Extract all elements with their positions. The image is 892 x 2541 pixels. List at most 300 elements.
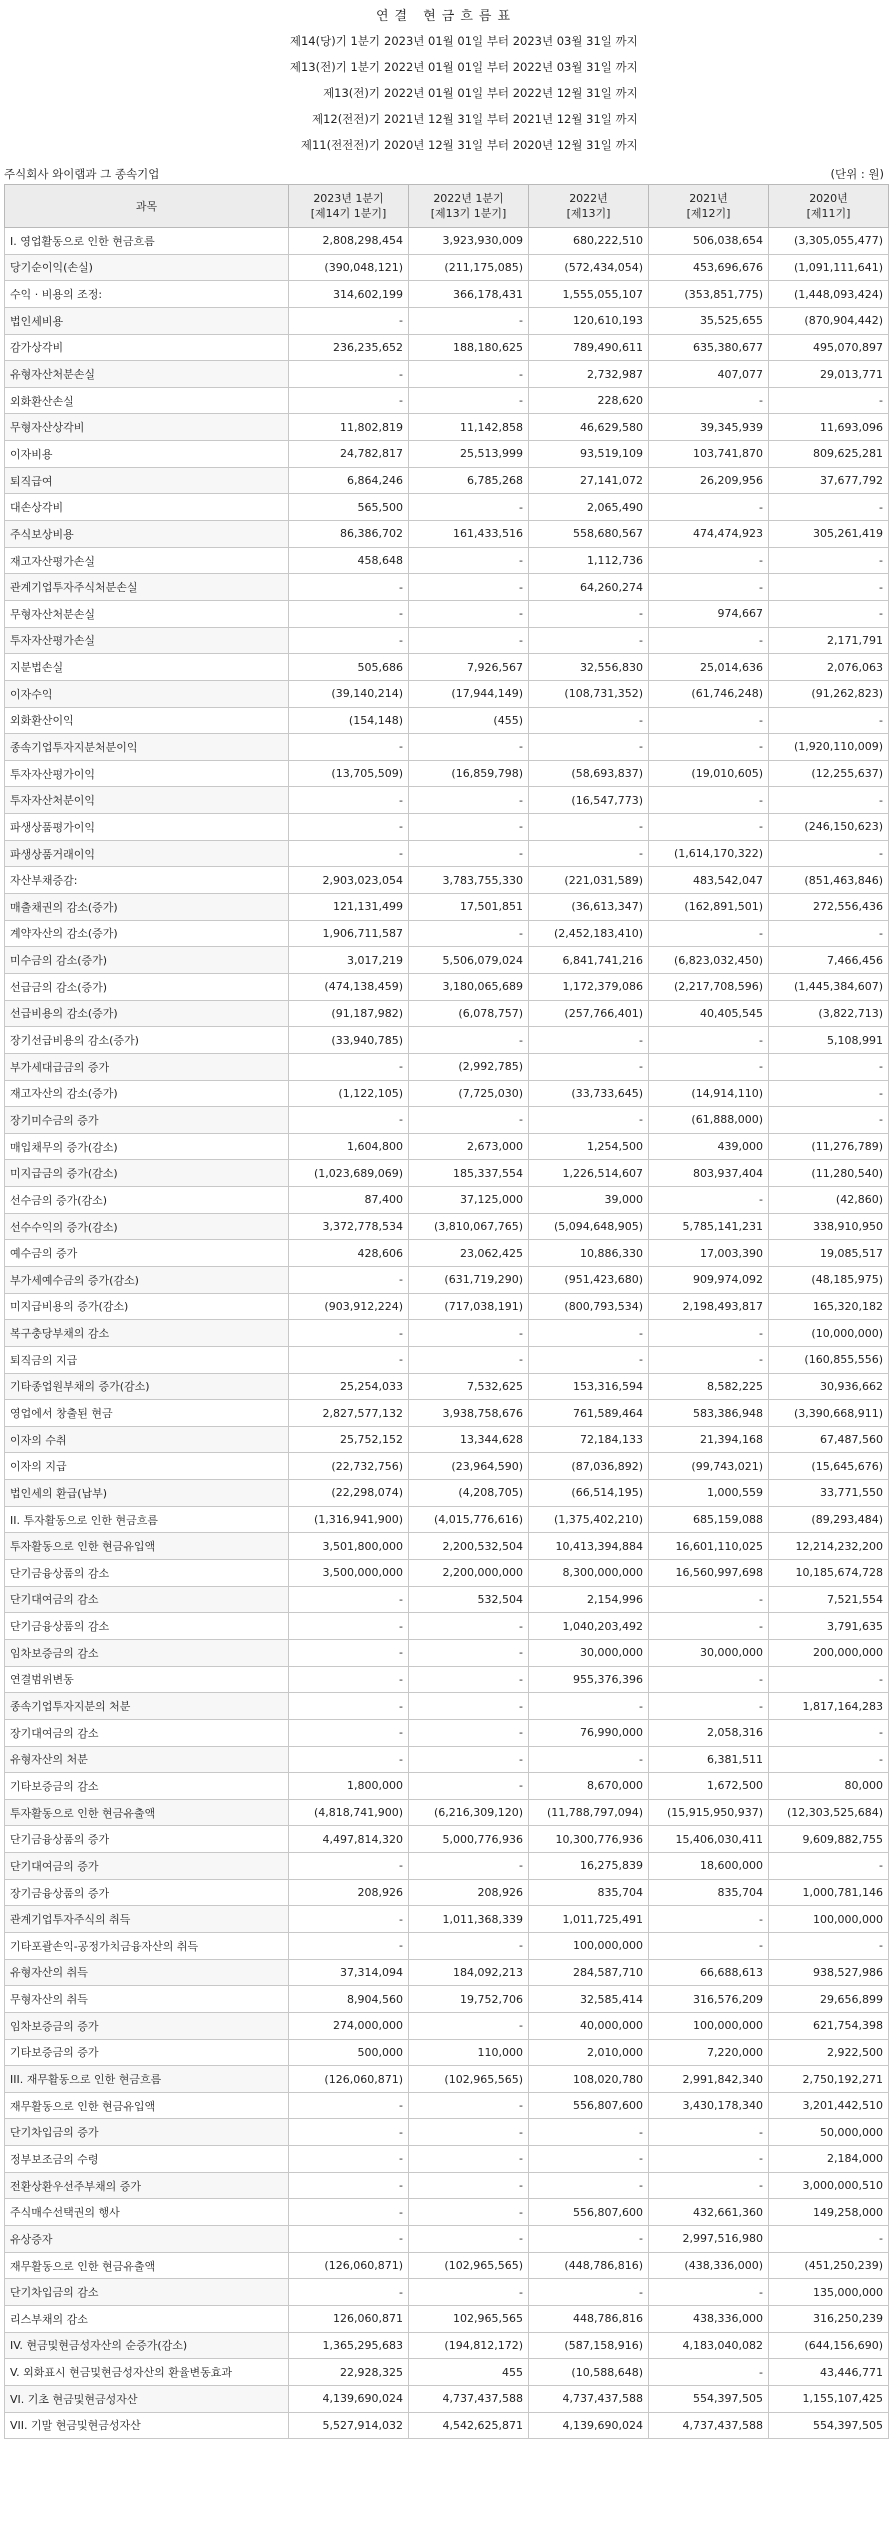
amount-cell: 7,220,000	[649, 2039, 769, 2066]
amount-cell: 5,527,914,032	[289, 2412, 409, 2439]
amount-cell: 554,397,505	[769, 2412, 889, 2439]
amount-cell: -	[409, 840, 529, 867]
amount-cell: (61,888,000)	[649, 1107, 769, 1134]
amount-cell: 18,600,000	[649, 1853, 769, 1880]
table-row	[5, 1266, 889, 1293]
amount-cell: -	[409, 814, 529, 841]
amount-cell: -	[529, 627, 649, 654]
amount-cell: (587,158,916)	[529, 2332, 649, 2359]
account-cell: 장기금융상품의 증가	[5, 1879, 289, 1906]
amount-cell: 3,372,778,534	[289, 1213, 409, 1240]
account-cell: 이자의 수취	[5, 1426, 289, 1453]
account-cell: II. 투자활동으로 인한 현금흐름	[5, 1506, 289, 1533]
table-row	[5, 1346, 889, 1373]
amount-cell: (1,445,384,607)	[769, 973, 889, 1000]
amount-cell: (33,733,645)	[529, 1080, 649, 1107]
account-cell: 외화환산이익	[5, 707, 289, 734]
amount-cell: 3,430,178,340	[649, 2092, 769, 2119]
table-row	[5, 1666, 889, 1693]
amount-cell: -	[409, 1346, 529, 1373]
table-row	[5, 1160, 889, 1187]
table-row	[5, 1080, 889, 1107]
account-cell: 재무활동으로 인한 현금유출액	[5, 2252, 289, 2279]
amount-cell: (6,216,309,120)	[409, 1799, 529, 1826]
table-row	[5, 1719, 889, 1746]
amount-cell: -	[289, 1613, 409, 1640]
amount-cell: -	[649, 814, 769, 841]
amount-cell: 4,737,437,588	[529, 2385, 649, 2412]
amount-cell: 8,670,000	[529, 1773, 649, 1800]
table-row	[5, 1826, 889, 1853]
amount-cell: (126,060,871)	[289, 2066, 409, 2093]
amount-cell: 407,077	[649, 361, 769, 388]
amount-cell: 30,936,662	[769, 1373, 889, 1400]
account-cell: 파생상품거래이익	[5, 840, 289, 867]
amount-cell: 2,171,791	[769, 627, 889, 654]
amount-cell: (451,250,239)	[769, 2252, 889, 2279]
account-cell: 장기대여금의 감소	[5, 1719, 289, 1746]
amount-cell: (91,262,823)	[769, 680, 889, 707]
period-label: 제13(전)기 1분기	[289, 60, 380, 74]
amount-cell: (951,423,680)	[529, 1266, 649, 1293]
account-cell: 투자자산처분이익	[5, 787, 289, 814]
amount-cell: 2,154,996	[529, 1586, 649, 1613]
amount-cell: 25,254,033	[289, 1373, 409, 1400]
amount-cell: -	[289, 787, 409, 814]
amount-cell: (4,208,705)	[409, 1480, 529, 1507]
amount-cell: 2,200,532,504	[409, 1533, 529, 1560]
amount-cell: -	[649, 787, 769, 814]
amount-cell: (2,992,785)	[409, 1053, 529, 1080]
amount-cell: 8,904,560	[289, 1986, 409, 2013]
amount-cell: 495,070,897	[769, 334, 889, 361]
amount-cell: 4,497,814,320	[289, 1826, 409, 1853]
account-cell: 수익 · 비용의 조정:	[5, 281, 289, 308]
amount-cell: 185,337,554	[409, 1160, 529, 1187]
table-row	[5, 707, 889, 734]
table-row	[5, 840, 889, 867]
amount-cell: 2,750,192,271	[769, 2066, 889, 2093]
amount-cell: -	[289, 387, 409, 414]
amount-cell: -	[649, 2359, 769, 2386]
amount-cell: 236,235,652	[289, 334, 409, 361]
amount-cell: 200,000,000	[769, 1639, 889, 1666]
amount-cell: (36,613,347)	[529, 894, 649, 921]
account-cell: 유상증자	[5, 2226, 289, 2253]
amount-cell: 21,394,168	[649, 1426, 769, 1453]
amount-cell: (800,793,534)	[529, 1293, 649, 1320]
amount-cell: 1,800,000	[289, 1773, 409, 1800]
period-line	[240, 28, 892, 54]
header-term: [제11기]	[806, 207, 851, 220]
amount-cell: 1,000,559	[649, 1480, 769, 1507]
table-row	[5, 2066, 889, 2093]
amount-cell: 16,601,110,025	[649, 1533, 769, 1560]
amount-cell: 2,922,500	[769, 2039, 889, 2066]
header-term: [제12기]	[686, 207, 731, 220]
account-cell: 대손상각비	[5, 494, 289, 521]
amount-cell: -	[409, 1027, 529, 1054]
account-cell: 재무활동으로 인한 현금유입액	[5, 2092, 289, 2119]
amount-cell: 2,732,987	[529, 361, 649, 388]
table-row	[5, 1320, 889, 1347]
amount-cell: 432,661,360	[649, 2199, 769, 2226]
amount-cell: (17,944,149)	[409, 680, 529, 707]
amount-cell: 284,587,710	[529, 1959, 649, 1986]
amount-cell: -	[409, 1639, 529, 1666]
amount-cell: 27,141,072	[529, 467, 649, 494]
amount-cell: 8,582,225	[649, 1373, 769, 1400]
amount-cell: -	[769, 1853, 889, 1880]
amount-cell: -	[769, 1053, 889, 1080]
amount-cell: 789,490,611	[529, 334, 649, 361]
amount-cell: -	[289, 2092, 409, 2119]
amount-cell: -	[769, 1933, 889, 1960]
amount-cell: -	[409, 920, 529, 947]
amount-cell: 483,542,047	[649, 867, 769, 894]
account-cell: VI. 기초 현금및현금성자산	[5, 2385, 289, 2412]
account-cell: 선급금의 감소(증가)	[5, 973, 289, 1000]
amount-cell: (1,614,170,322)	[649, 840, 769, 867]
table-row	[5, 1986, 889, 2013]
table-row	[5, 1639, 889, 1666]
account-cell: 투자활동으로 인한 현금유출액	[5, 1799, 289, 1826]
amount-cell: 35,525,655	[649, 307, 769, 334]
amount-cell: 5,000,776,936	[409, 1826, 529, 1853]
amount-cell: (1,023,689,069)	[289, 1160, 409, 1187]
amount-cell: 228,620	[529, 387, 649, 414]
account-cell: 임차보증금의 증가	[5, 2012, 289, 2039]
amount-cell: 149,258,000	[769, 2199, 889, 2226]
amount-cell: (246,150,623)	[769, 814, 889, 841]
amount-cell: (154,148)	[289, 707, 409, 734]
amount-cell: 24,782,817	[289, 441, 409, 468]
statement-meta	[0, 164, 892, 184]
amount-cell: 1,000,781,146	[769, 1879, 889, 1906]
amount-cell: -	[649, 547, 769, 574]
table-row	[5, 1799, 889, 1826]
amount-cell: 161,433,516	[409, 521, 529, 548]
header-year: 2021년	[689, 192, 728, 205]
amount-cell: (11,788,797,094)	[529, 1799, 649, 1826]
table-row	[5, 2172, 889, 2199]
amount-cell: 39,000	[529, 1187, 649, 1214]
table-row	[5, 2252, 889, 2279]
amount-cell: 3,500,000,000	[289, 1560, 409, 1587]
amount-cell: 505,686	[289, 654, 409, 681]
amount-cell: -	[649, 1187, 769, 1214]
amount-cell: 1,817,164,283	[769, 1693, 889, 1720]
amount-cell: (48,185,975)	[769, 1266, 889, 1293]
amount-cell: -	[649, 494, 769, 521]
period-range: 2021년 12월 31일 부터 2021년 12월 31일 까지	[384, 112, 638, 126]
amount-cell: 455	[409, 2359, 529, 2386]
amount-cell: 439,000	[649, 1133, 769, 1160]
table-row	[5, 387, 889, 414]
table-row	[5, 680, 889, 707]
header-col-4	[649, 185, 769, 228]
amount-cell: 4,139,690,024	[529, 2412, 649, 2439]
amount-cell: 1,604,800	[289, 1133, 409, 1160]
amount-cell: (903,912,224)	[289, 1293, 409, 1320]
table-row	[5, 1133, 889, 1160]
amount-cell: 5,506,079,024	[409, 947, 529, 974]
period-line	[240, 106, 892, 132]
amount-cell: (39,140,214)	[289, 680, 409, 707]
period-range: 2022년 01월 01일 부터 2022년 12월 31일 까지	[384, 86, 638, 100]
amount-cell: 938,527,986	[769, 1959, 889, 1986]
amount-cell: -	[529, 2119, 649, 2146]
amount-cell: (6,823,032,450)	[649, 947, 769, 974]
amount-cell: 583,386,948	[649, 1400, 769, 1427]
amount-cell: 120,610,193	[529, 307, 649, 334]
amount-cell: 40,405,545	[649, 1000, 769, 1027]
amount-cell: 2,065,490	[529, 494, 649, 521]
amount-cell: -	[409, 1746, 529, 1773]
table-row	[5, 307, 889, 334]
amount-cell: 46,629,580	[529, 414, 649, 441]
amount-cell: -	[529, 1320, 649, 1347]
account-cell: 장기미수금의 증가	[5, 1107, 289, 1134]
period-range: 2020년 12월 31일 부터 2020년 12월 31일 까지	[384, 138, 638, 152]
amount-cell: 438,336,000	[649, 2305, 769, 2332]
cash-flow-table	[4, 184, 889, 2439]
amount-cell: (194,812,172)	[409, 2332, 529, 2359]
amount-cell: 1,011,368,339	[409, 1906, 529, 1933]
amount-cell: 100,000,000	[769, 1906, 889, 1933]
amount-cell: (1,091,111,641)	[769, 254, 889, 281]
account-cell: 예수금의 증가	[5, 1240, 289, 1267]
amount-cell: (455)	[409, 707, 529, 734]
table-row	[5, 894, 889, 921]
table-row	[5, 1373, 889, 1400]
account-cell: III. 재무활동으로 인한 현금흐름	[5, 2066, 289, 2093]
amount-cell: -	[529, 2226, 649, 2253]
amount-cell: 685,159,088	[649, 1506, 769, 1533]
amount-cell: (89,293,484)	[769, 1506, 889, 1533]
account-cell: 단기차입금의 감소	[5, 2279, 289, 2306]
amount-cell: 6,864,246	[289, 467, 409, 494]
table-row	[5, 2359, 889, 2386]
table-row	[5, 254, 889, 281]
table-row	[5, 414, 889, 441]
amount-cell: 1,011,725,491	[529, 1906, 649, 1933]
account-cell: 유형자산처분손실	[5, 361, 289, 388]
amount-cell: 110,000	[409, 2039, 529, 2066]
amount-cell: -	[649, 1586, 769, 1613]
amount-cell: -	[409, 787, 529, 814]
amount-cell: 72,184,133	[529, 1426, 649, 1453]
amount-cell: -	[409, 1320, 529, 1347]
account-cell: 감가상각비	[5, 334, 289, 361]
account-cell: 선수금의 증가(감소)	[5, 1187, 289, 1214]
amount-cell: 1,112,736	[529, 547, 649, 574]
amount-cell: -	[649, 707, 769, 734]
amount-cell: -	[409, 307, 529, 334]
table-row	[5, 334, 889, 361]
amount-cell: -	[529, 1107, 649, 1134]
header-term: [제13기 1분기]	[430, 207, 507, 220]
amount-cell: 1,365,295,683	[289, 2332, 409, 2359]
account-cell: 전환상환우선주부채의 증가	[5, 2172, 289, 2199]
amount-cell: 1,172,379,086	[529, 973, 649, 1000]
account-cell: 부가세대급금의 증가	[5, 1053, 289, 1080]
company-name: 주식회사 와이랩과 그 종속기업	[4, 167, 160, 181]
amount-cell: -	[409, 387, 529, 414]
table-row	[5, 654, 889, 681]
unit-label: (단위 : 원)	[830, 167, 884, 181]
amount-cell: (58,693,837)	[529, 760, 649, 787]
amount-cell: 100,000,000	[649, 2012, 769, 2039]
account-cell: 기타포괄손익-공정가치금융자산의 취득	[5, 1933, 289, 1960]
amount-cell: -	[769, 1666, 889, 1693]
account-cell: 법인세비용	[5, 307, 289, 334]
account-cell: 부가세예수금의 증가(감소)	[5, 1266, 289, 1293]
account-cell: 투자자산평가이익	[5, 760, 289, 787]
amount-cell: 532,504	[409, 1586, 529, 1613]
table-row	[5, 1453, 889, 1480]
amount-cell: 2,673,000	[409, 1133, 529, 1160]
amount-cell: (19,010,605)	[649, 760, 769, 787]
amount-cell: (438,336,000)	[649, 2252, 769, 2279]
amount-cell: 30,000,000	[649, 1639, 769, 1666]
amount-cell: -	[769, 840, 889, 867]
amount-cell: 7,521,554	[769, 1586, 889, 1613]
amount-cell: 6,785,268	[409, 467, 529, 494]
amount-cell: -	[409, 2279, 529, 2306]
amount-cell: 453,696,676	[649, 254, 769, 281]
account-cell: 기타종업원부채의 증가(감소)	[5, 1373, 289, 1400]
amount-cell: -	[529, 840, 649, 867]
amount-cell: 26,209,956	[649, 467, 769, 494]
amount-cell: 29,013,771	[769, 361, 889, 388]
amount-cell: 3,938,758,676	[409, 1400, 529, 1427]
amount-cell: 16,275,839	[529, 1853, 649, 1880]
amount-cell: 50,000,000	[769, 2119, 889, 2146]
amount-cell: -	[409, 1613, 529, 1640]
table-row	[5, 1107, 889, 1134]
period-line	[240, 80, 892, 106]
account-cell: 임차보증금의 감소	[5, 1639, 289, 1666]
amount-cell: (353,851,775)	[649, 281, 769, 308]
amount-cell: 102,965,565	[409, 2305, 529, 2332]
account-cell: 장기선급비용의 감소(증가)	[5, 1027, 289, 1054]
amount-cell: -	[289, 814, 409, 841]
amount-cell: 10,300,776,936	[529, 1826, 649, 1853]
amount-cell: 6,841,741,216	[529, 947, 649, 974]
amount-cell: -	[529, 1346, 649, 1373]
amount-cell: 4,139,690,024	[289, 2385, 409, 2412]
account-cell: 복구충당부채의 감소	[5, 1320, 289, 1347]
amount-cell: -	[289, 1586, 409, 1613]
amount-cell: (22,732,756)	[289, 1453, 409, 1480]
amount-cell: -	[409, 574, 529, 601]
amount-cell: -	[769, 547, 889, 574]
table-row	[5, 734, 889, 761]
table-row	[5, 494, 889, 521]
account-cell: 투자자산평가손실	[5, 627, 289, 654]
table-row	[5, 760, 889, 787]
account-cell: 연결범위변동	[5, 1666, 289, 1693]
amount-cell: (108,731,352)	[529, 680, 649, 707]
amount-cell: -	[649, 1693, 769, 1720]
account-cell: 파생상품평가이익	[5, 814, 289, 841]
table-row	[5, 1506, 889, 1533]
amount-cell: 37,677,792	[769, 467, 889, 494]
amount-cell: 40,000,000	[529, 2012, 649, 2039]
header-account: 과목	[5, 185, 289, 228]
amount-cell: 3,180,065,689	[409, 973, 529, 1000]
amount-cell: 165,320,182	[769, 1293, 889, 1320]
table-row	[5, 1240, 889, 1267]
account-cell: 종속기업투자지분의 처분	[5, 1693, 289, 1720]
table-row	[5, 600, 889, 627]
amount-cell: 2,076,063	[769, 654, 889, 681]
table-row	[5, 2199, 889, 2226]
amount-cell: -	[649, 1053, 769, 1080]
account-cell: 단기금융상품의 감소	[5, 1613, 289, 1640]
amount-cell: -	[289, 1693, 409, 1720]
amount-cell: -	[529, 707, 649, 734]
amount-cell: -	[409, 1853, 529, 1880]
amount-cell: 635,380,677	[649, 334, 769, 361]
amount-cell: 32,585,414	[529, 1986, 649, 2013]
amount-cell: (3,822,713)	[769, 1000, 889, 1027]
table-row	[5, 574, 889, 601]
amount-cell: 2,184,000	[769, 2146, 889, 2173]
header-col-2	[409, 185, 529, 228]
amount-cell: -	[529, 1693, 649, 1720]
amount-cell: -	[529, 2172, 649, 2199]
amount-cell: 3,791,635	[769, 1613, 889, 1640]
table-row	[5, 2092, 889, 2119]
amount-cell: 37,314,094	[289, 1959, 409, 1986]
amount-cell: (851,463,846)	[769, 867, 889, 894]
amount-cell: -	[529, 1746, 649, 1773]
amount-cell: (12,303,525,684)	[769, 1799, 889, 1826]
amount-cell: 19,752,706	[409, 1986, 529, 2013]
amount-cell: -	[649, 2146, 769, 2173]
amount-cell: 338,910,950	[769, 1213, 889, 1240]
account-cell: 리스부채의 감소	[5, 2305, 289, 2332]
amount-cell: 7,926,567	[409, 654, 529, 681]
amount-cell: 835,704	[529, 1879, 649, 1906]
amount-cell: -	[649, 920, 769, 947]
amount-cell: -	[529, 2146, 649, 2173]
amount-cell: 556,807,600	[529, 2199, 649, 2226]
table-row	[5, 547, 889, 574]
amount-cell: 19,085,517	[769, 1240, 889, 1267]
amount-cell: (102,965,565)	[409, 2252, 529, 2279]
amount-cell: (91,187,982)	[289, 1000, 409, 1027]
header-year: 2020년	[809, 192, 848, 205]
header-col-3	[529, 185, 649, 228]
amount-cell: -	[649, 1666, 769, 1693]
amount-cell: 1,040,203,492	[529, 1613, 649, 1640]
table-row	[5, 787, 889, 814]
header-term: [제14기 1분기]	[310, 207, 387, 220]
amount-cell: 188,180,625	[409, 334, 529, 361]
table-row	[5, 1773, 889, 1800]
amount-cell: 103,741,870	[649, 441, 769, 468]
table-row	[5, 2412, 889, 2439]
account-cell: 미지급비용의 증가(감소)	[5, 1293, 289, 1320]
amount-cell: 4,737,437,588	[649, 2412, 769, 2439]
amount-cell: -	[409, 2226, 529, 2253]
amount-cell: -	[529, 814, 649, 841]
amount-cell: -	[409, 2199, 529, 2226]
amount-cell: 3,017,219	[289, 947, 409, 974]
